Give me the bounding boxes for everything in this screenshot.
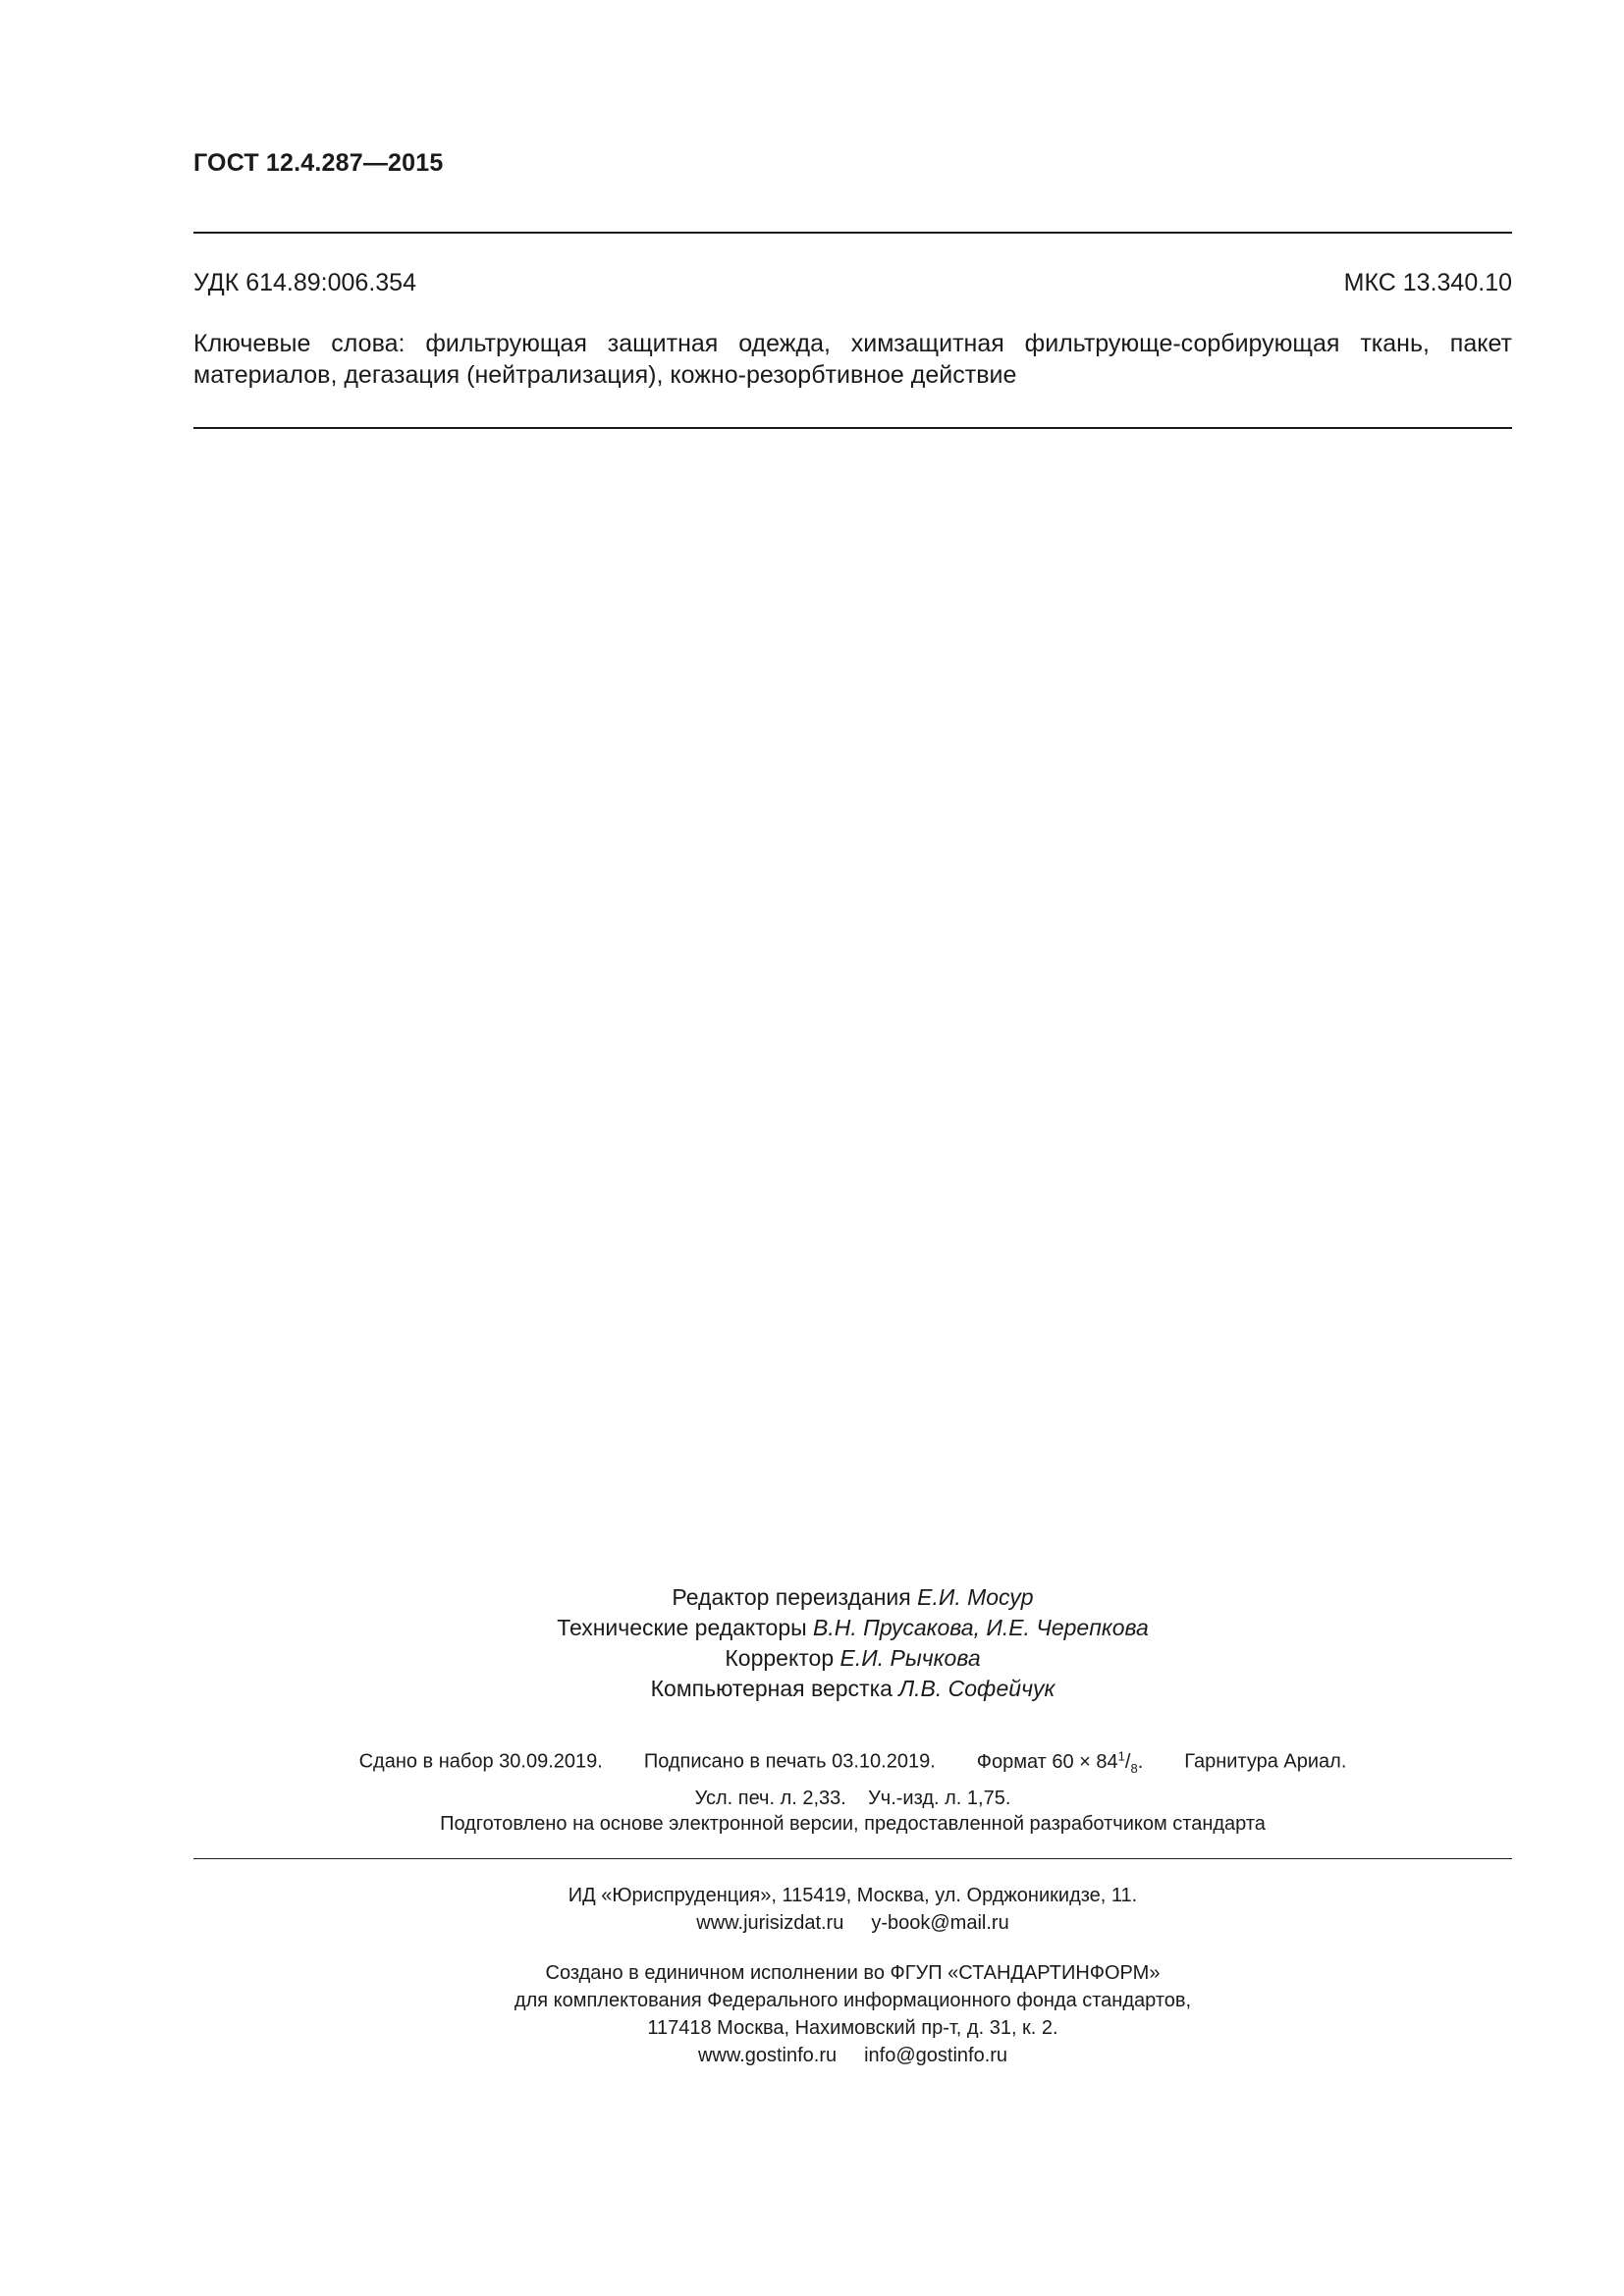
print-info-block: [193, 1741, 1512, 1813]
prepared-note: Подготовлено на основе электронной версии, предоставленной разработчиком стандарта: [440, 1813, 1266, 1835]
standard-code: ГОСТ 12.4.287—2015: [193, 149, 444, 177]
keywords-text: фильтрующая защитная одежда, химзащитная фильтрующе-сорбирующая ткань, пакет материалов, дегазация (нейтрализация), кожно-резорбтивное действие: [193, 330, 1512, 389]
credit-proofreader: [193, 1643, 1512, 1674]
print-info-line1: [193, 1741, 1512, 1784]
publisher-block: [193, 1882, 1512, 1937]
print-info-line2: [193, 1784, 1512, 1813]
mks-code: МКС 13.340.10: [1343, 269, 1512, 296]
conventional-sheets: Усл. печ. л. 2,33.: [694, 1787, 846, 1809]
credit-editor: [193, 1582, 1512, 1613]
keywords-divider: [193, 427, 1512, 429]
credit-layout: [193, 1674, 1512, 1704]
publisher-website: www.jurisizdat.ru: [696, 1912, 844, 1934]
credits-block: [193, 1582, 1512, 1704]
created-line2: для комплектования Федерального информационного фонда стандартов,: [514, 1990, 1192, 2011]
created-line1: Создано в единичном исполнении во ФГУП «СТАНДАРТИНФОРМ»: [545, 1962, 1161, 1984]
publisher-address: ИД «Юриспруденция», 115419, Москва, ул. Орджоникидзе, 11.: [568, 1885, 1138, 1906]
credit-layout-name: Л.В. Софейчук: [898, 1676, 1056, 1701]
created-website: www.gostinfo.ru: [697, 2045, 838, 2066]
credit-editor-name: Е.И. Мосур: [917, 1584, 1034, 1610]
keywords-paragraph: [193, 328, 1512, 391]
credit-proofreader-role: Корректор: [725, 1645, 835, 1671]
top-divider: [193, 232, 1512, 234]
credit-tech-editors: [193, 1613, 1512, 1643]
publisher-divider: [193, 1858, 1512, 1859]
credit-editor-role: Редактор переиздания: [672, 1584, 911, 1610]
keywords-label: Ключевые слова:: [193, 330, 406, 357]
credit-tech-editors-role: Технические редакторы: [557, 1615, 807, 1640]
paper-format: Формат $60 \times 84^1/_8$.: [976, 1748, 1144, 1776]
publisher-email: y-book@mail.ru: [871, 1912, 1009, 1934]
credit-proofreader-name: Е.И. Рычкова: [839, 1645, 981, 1671]
signed-date: Подписано в печать 03.10.2019.: [643, 1750, 936, 1773]
credit-tech-editors-names: В.Н. Прусакова, И.Е. Черепкова: [813, 1615, 1149, 1640]
created-email: info@gostinfo.ru: [864, 2045, 1008, 2066]
created-line3: 117418 Москва, Нахимовский пр-т, д. 31, к. 2.: [647, 2017, 1058, 2039]
created-contacts: [193, 2042, 1512, 2069]
credit-layout-role: Компьютерная верстка: [650, 1676, 893, 1701]
udk-code: УДК 614.89:006.354: [193, 269, 416, 296]
typeset-date: Сдано в набор 30.09.2019.: [358, 1750, 603, 1773]
typeface: Гарнитура Ариал.: [1184, 1750, 1347, 1773]
created-block: [193, 1959, 1512, 2069]
publishing-sheets: Уч.-изд. л. 1,75.: [868, 1787, 1011, 1809]
publisher-contacts: [193, 1909, 1512, 1937]
